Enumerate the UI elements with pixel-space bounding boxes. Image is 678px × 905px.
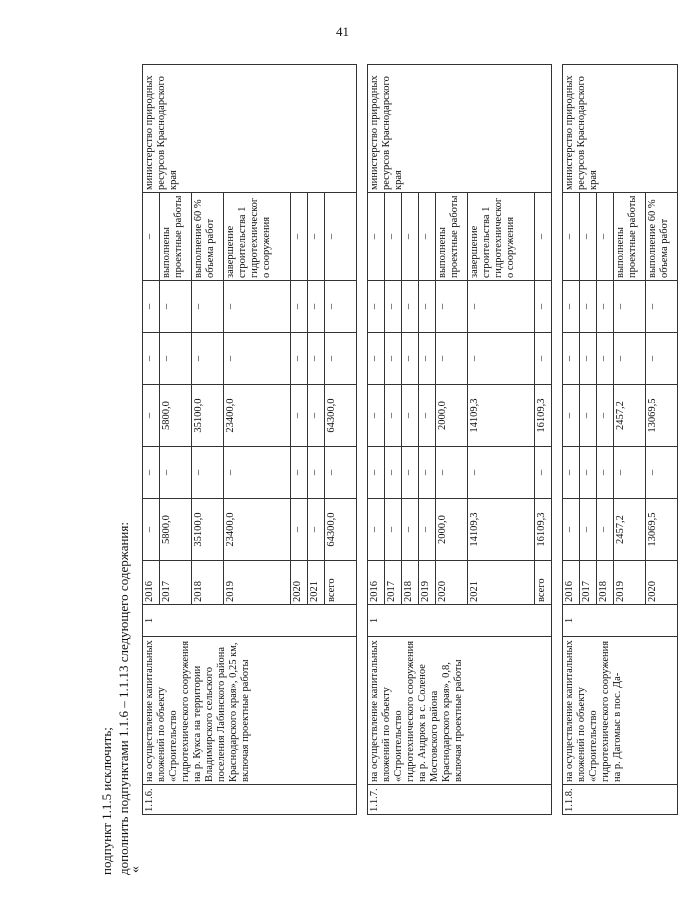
total-amount: 14109,3 [468,499,535,561]
extra-budget: – [580,281,597,333]
total-amount: – [402,499,419,561]
expected-result: – [325,193,357,281]
intro-line-2: дополнить подпунктами 1.1.6 – 1.1.13 следующего содержания: [116,522,131,875]
federal-budget: – [563,447,580,499]
item-flag: 1 [563,605,678,637]
total-amount: 16109,3 [535,499,552,561]
item-flag: 1 [143,605,357,637]
total-amount: – [597,499,614,561]
federal-budget: – [419,447,436,499]
year-cell: 2019 [224,561,291,605]
local-budget: – [402,333,419,385]
federal-budget: – [468,447,535,499]
row-separator [357,65,368,815]
expected-result: – [402,193,419,281]
expected-result: выполнены проектные работы [614,193,646,281]
separator-cell [552,65,563,815]
total-amount: – [368,499,385,561]
total-amount: 23400,0 [224,499,291,561]
separator-cell [357,65,368,815]
year-cell: 2018 [597,561,614,605]
federal-budget: – [580,447,597,499]
local-budget: – [385,333,402,385]
federal-budget: – [385,447,402,499]
federal-budget: – [160,447,192,499]
local-budget: – [160,333,192,385]
local-budget: – [563,333,580,385]
item-description: на осуществление капитальных вложений по объекту «Строительство гидротехнического сооружения на р. Кукса на территории Владимирского сельского поселения Лабинского района Краснодарского края», 0,25 км, включая проектные работы [143,637,357,785]
expected-result: выполнены проектные работы [436,193,468,281]
year-cell: 2017 [385,561,402,605]
year-cell: 2017 [160,561,192,605]
regional-budget: – [580,385,597,447]
extra-budget: – [597,281,614,333]
responsible-ministry: министерство природных ресурсов Краснодарского края [143,65,357,193]
intro-line-1: подпункт 1.1.5 исключить; [99,727,114,875]
expected-result: – [580,193,597,281]
local-budget: – [368,333,385,385]
extra-budget: – [402,281,419,333]
federal-budget: – [325,447,357,499]
year-cell: 2021 [468,561,535,605]
table-row [143,65,160,815]
expected-result: – [563,193,580,281]
expected-result: – [385,193,402,281]
federal-budget: – [368,447,385,499]
item-number: 1.1.6. [143,785,357,815]
regional-budget: – [291,385,308,447]
expected-result: выполнены проектные работы [160,193,192,281]
total-amount: 13069,5 [646,499,678,561]
federal-budget: – [535,447,552,499]
regional-budget: 23400,0 [224,385,291,447]
federal-budget: – [614,447,646,499]
total-amount: – [385,499,402,561]
row-separator [552,65,563,815]
extra-budget: – [224,281,291,333]
regional-budget: 64300,0 [325,385,357,447]
year-cell: 2018 [402,561,419,605]
local-budget: – [436,333,468,385]
extra-budget: – [308,281,325,333]
responsible-ministry: министерство природных ресурсов Краснодарского края [563,65,678,193]
regional-budget: 35100,0 [192,385,224,447]
regional-budget: – [143,385,160,447]
extra-budget: – [646,281,678,333]
total-amount: 35100,0 [192,499,224,561]
federal-budget: – [143,447,160,499]
year-cell: 2019 [419,561,436,605]
year-cell: всего [535,561,552,605]
total-amount: 5800,0 [160,499,192,561]
regional-budget: 14109,3 [468,385,535,447]
regional-budget: – [308,385,325,447]
year-cell: 2016 [563,561,580,605]
regional-budget: – [419,385,436,447]
regional-budget: 2000,0 [436,385,468,447]
local-budget: – [224,333,291,385]
extra-budget: – [160,281,192,333]
intro-text [98,522,132,875]
local-budget: – [580,333,597,385]
year-cell: 2021 [308,561,325,605]
regional-budget: – [368,385,385,447]
expected-result: завершение строительства 1 гидротехнического сооружения [468,193,535,281]
regional-budget: – [563,385,580,447]
local-budget: – [419,333,436,385]
year-cell: 2020 [436,561,468,605]
item-number: 1.1.7. [368,785,552,815]
expected-result: – [291,193,308,281]
table-body [143,65,678,815]
expected-result: – [368,193,385,281]
regional-budget: – [597,385,614,447]
page-number: 41 [336,24,349,39]
year-cell: 2016 [143,561,160,605]
regional-budget: 16109,3 [535,385,552,447]
federal-budget: – [646,447,678,499]
expected-result: выполнение 60 % объема работ [646,193,678,281]
extra-budget: – [385,281,402,333]
extra-budget: – [143,281,160,333]
total-amount: – [563,499,580,561]
item-description: на осуществление капитальных вложений по объекту «Строительство гидротехнического сооружения на р. Дагомыс в пос. Да- [563,637,678,785]
local-budget: – [308,333,325,385]
regional-budget: 5800,0 [160,385,192,447]
year-cell: 2019 [614,561,646,605]
federal-budget: – [192,447,224,499]
year-cell: 2017 [580,561,597,605]
item-number: 1.1.8. [563,785,678,815]
year-cell: 2016 [368,561,385,605]
federal-budget: – [224,447,291,499]
opening-quote: « [128,866,143,873]
extra-budget: – [291,281,308,333]
expected-result: – [535,193,552,281]
federal-budget: – [597,447,614,499]
local-budget: – [325,333,357,385]
local-budget: – [597,333,614,385]
expected-result: выполнение 60 % объема работ [192,193,224,281]
federal-budget: – [436,447,468,499]
year-cell: 2018 [192,561,224,605]
item-flag: 1 [368,605,552,637]
extra-budget: – [563,281,580,333]
expected-result: – [419,193,436,281]
total-amount: 64300,0 [325,499,357,561]
total-amount: – [143,499,160,561]
total-amount: – [291,499,308,561]
local-budget: – [291,333,308,385]
total-amount: 2457,2 [614,499,646,561]
year-cell: всего [325,561,357,605]
regional-budget: 2457,2 [614,385,646,447]
extra-budget: – [468,281,535,333]
regional-budget: – [385,385,402,447]
item-description: на осуществление капитальных вложений по объекту «Строительство гидротехнического сооружения на р. Андрюк в с. Соленое Мостовского района Краснодарского края», 0,8, включая проектные работы [368,637,552,785]
extra-budget: – [192,281,224,333]
table-row [563,65,580,815]
local-budget: – [646,333,678,385]
local-budget: – [143,333,160,385]
year-cell: 2020 [291,561,308,605]
local-budget: – [614,333,646,385]
expected-result: – [143,193,160,281]
regional-budget: 13069,5 [646,385,678,447]
expected-result: – [597,193,614,281]
program-table [142,64,678,815]
regional-budget: – [402,385,419,447]
extra-budget: – [368,281,385,333]
extra-budget: – [436,281,468,333]
extra-budget: – [535,281,552,333]
local-budget: – [468,333,535,385]
year-cell: 2020 [646,561,678,605]
extra-budget: – [325,281,357,333]
table-row [368,65,385,815]
federal-budget: – [308,447,325,499]
federal-budget: – [402,447,419,499]
local-budget: – [192,333,224,385]
extra-budget: – [614,281,646,333]
total-amount: – [580,499,597,561]
total-amount: – [308,499,325,561]
federal-budget: – [291,447,308,499]
total-amount: 2000,0 [436,499,468,561]
expected-result: завершение строительства 1 гидротехнического сооружения [224,193,291,281]
local-budget: – [535,333,552,385]
extra-budget: – [419,281,436,333]
expected-result: – [308,193,325,281]
total-amount: – [419,499,436,561]
responsible-ministry: министерство природных ресурсов Краснодарского края [368,65,552,193]
